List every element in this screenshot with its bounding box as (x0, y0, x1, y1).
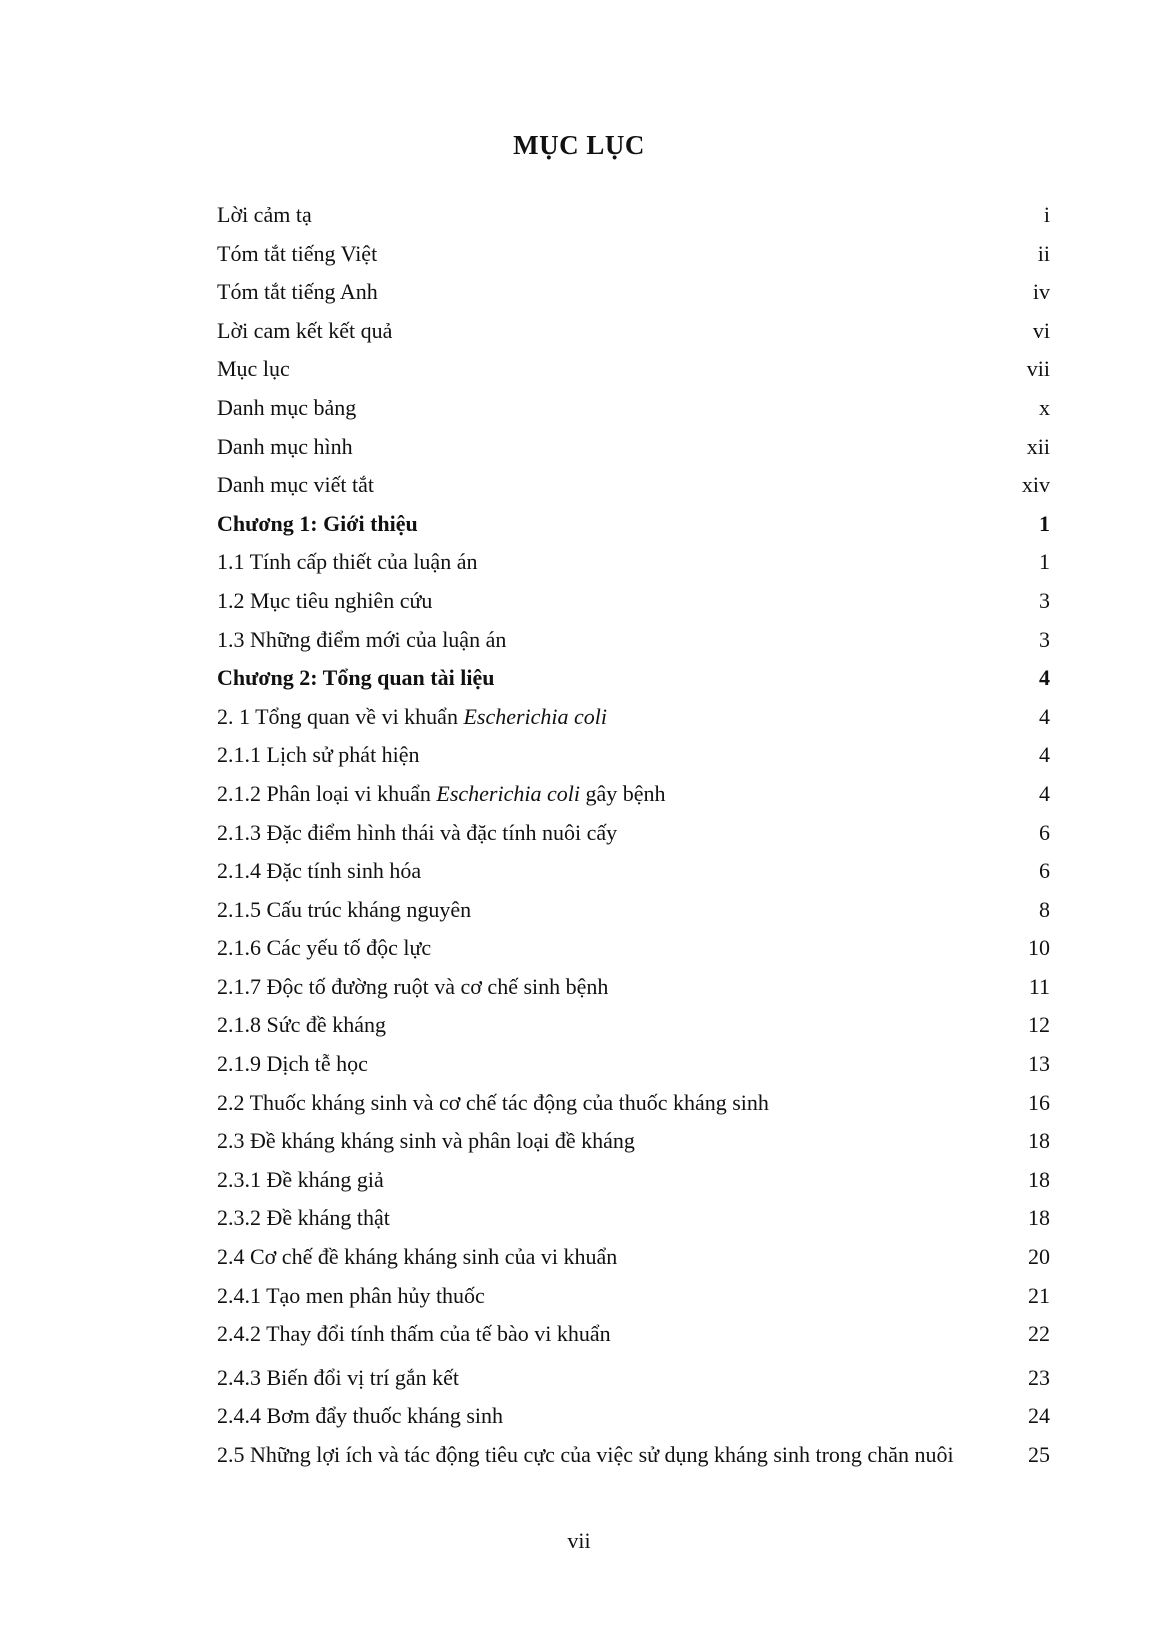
toc-entry-2-5[interactable] (217, 1442, 1050, 1481)
toc-entry-label: Danh mục hình (217, 433, 353, 459)
toc-entry-2-1-6[interactable] (217, 935, 1050, 974)
toc-entry-label: 2.1.4 Đặc tính sinh hóa (217, 858, 422, 884)
toc-chapter-2[interactable] (217, 665, 1050, 704)
toc-entry-2-1-7[interactable] (217, 974, 1050, 1013)
toc-entry-label: 2.1.8 Sức đề kháng (217, 1012, 386, 1038)
toc-entry-label: 2.1.6 Các yếu tố độc lực (217, 935, 432, 961)
toc-entry-label: Lời cảm tạ (217, 202, 312, 227)
toc-entry-page: xii (1026, 433, 1050, 459)
toc-entry-label-species: Escherichia coli (463, 703, 608, 729)
toc-entry-page: 10 (1028, 935, 1050, 961)
toc-entry-label: Lời cam kết kết quả (217, 317, 393, 343)
toc-entry-label-text: 2.1.2 Phân loại vi khuẩn (217, 780, 437, 806)
toc-entry-page: ii (1037, 240, 1050, 266)
toc-entry-page: vi (1032, 317, 1050, 343)
toc-entry-label: 2.3.2 Đề kháng thật (217, 1205, 390, 1231)
toc-entry-label: Mục lục (217, 356, 290, 382)
toc-entry-1-1[interactable] (217, 549, 1050, 588)
toc-chapter-1[interactable] (217, 511, 1050, 550)
toc-entry-label: 1.1 Tính cấp thiết của luận án (217, 549, 478, 575)
toc-entry-page: 4 (1039, 780, 1050, 806)
toc-entry-label: 2.4.3 Biến đổi vị trí gắn kết (217, 1364, 459, 1390)
toc-entry-label-text: 2. 1 Tổng quan về vi khuẩn (217, 703, 464, 729)
toc-entry-2-1-4[interactable] (217, 858, 1050, 897)
toc-entry-page: vii (1026, 356, 1050, 382)
toc-entry-page: iv (1032, 279, 1050, 305)
toc-entry-danh-muc-viet-tat[interactable] (217, 472, 1050, 511)
toc-entry-page: 24 (1028, 1403, 1050, 1429)
toc-entry-2-2[interactable] (217, 1090, 1050, 1129)
toc-entry-label: 2.3.1 Đề kháng giả (217, 1166, 384, 1192)
page-title: MỤC LỤC (513, 130, 645, 160)
toc-entry-label: 2.1.3 Đặc điểm hình thái và đặc tính nuôi cấy (217, 819, 618, 845)
toc-entry-loi-cam-ta[interactable] (217, 202, 1050, 241)
toc-entry-2-1-8[interactable] (217, 1012, 1050, 1051)
toc-entry-danh-muc-hinh[interactable] (217, 434, 1050, 473)
toc-entry-2-4-4[interactable] (217, 1403, 1050, 1442)
toc-entry-2-3[interactable] (217, 1128, 1050, 1167)
toc-entry-2-4-1[interactable] (217, 1283, 1050, 1322)
toc-entry-page: 11 (1028, 973, 1050, 999)
toc-entry-label: 2.4.2 Thay đổi tính thấm của tế bào vi khuẩn (217, 1321, 611, 1347)
toc-entry-label: 2.2 Thuốc kháng sinh và cơ chế tác động của thuốc kháng sinh (217, 1089, 769, 1115)
toc-entry-page: 12 (1028, 1012, 1050, 1038)
toc-entry-label: 2.1.9 Dịch tễ học (217, 1051, 368, 1077)
page-number-footer: vii (567, 1528, 591, 1553)
toc-entry-page: xiv (1021, 472, 1050, 498)
toc-entry-page: 23 (1028, 1364, 1050, 1390)
toc-entry-2-1[interactable] (217, 704, 1050, 743)
toc-entry-1-3[interactable] (217, 627, 1050, 666)
toc-entry-page: x (1039, 394, 1050, 420)
toc-entry-page: 16 (1028, 1089, 1050, 1115)
toc-entry-page: 18 (1028, 1128, 1050, 1154)
toc-entry-label: Danh mục bảng (217, 394, 357, 420)
toc-entry-page: 4 (1039, 703, 1050, 729)
toc-entry-label (217, 781, 665, 807)
toc-entry-label: 2.1.7 Độc tố đường ruột và cơ chế sinh bệnh (217, 973, 609, 999)
toc-entry-label: Tóm tắt tiếng Việt (217, 240, 378, 266)
toc-entry-2-1-3[interactable] (217, 820, 1050, 859)
toc-entry-page: 1 (1039, 510, 1050, 536)
toc-entry-label: 1.2 Mục tiêu nghiên cứu (217, 587, 433, 613)
table-of-contents (217, 202, 1050, 1481)
toc-entry-page: 6 (1039, 858, 1050, 884)
toc-entry-page: 3 (1039, 626, 1050, 652)
toc-entry-page: 21 (1028, 1282, 1050, 1308)
toc-entry-label: 2.5 Những lợi ích và tác động tiêu cực của việc sử dụng kháng sinh trong chăn nuôi (217, 1442, 954, 1467)
toc-entry-page: 4 (1039, 742, 1050, 768)
toc-entry-2-1-1[interactable] (217, 742, 1050, 781)
toc-entry-page: 13 (1028, 1051, 1050, 1077)
toc-entry-page: 18 (1028, 1166, 1050, 1192)
toc-entry-label-text: gây bệnh (579, 780, 666, 806)
toc-entry-page: 18 (1028, 1205, 1050, 1231)
toc-entry-2-4-3[interactable] (217, 1365, 1050, 1404)
toc-entry-page: 3 (1039, 587, 1050, 613)
toc-entry-page: 20 (1028, 1244, 1050, 1270)
toc-entry-2-4-2[interactable] (217, 1321, 1050, 1360)
toc-entry-page: i (1043, 202, 1050, 227)
toc-entry-2-3-2[interactable] (217, 1205, 1050, 1244)
toc-chapter-label: Chương 1: Giới thiệu (217, 510, 418, 536)
toc-entry-page: 4 (1039, 665, 1050, 691)
toc-entry-danh-muc-bang[interactable] (217, 395, 1050, 434)
toc-entry-label: 2.4.4 Bơm đẩy thuốc kháng sinh (217, 1403, 503, 1429)
toc-entry-2-3-1[interactable] (217, 1167, 1050, 1206)
toc-entry-label-species: Escherichia coli (436, 780, 580, 806)
toc-chapter-label: Chương 2: Tổng quan tài liệu (217, 665, 495, 691)
toc-entry-1-2[interactable] (217, 588, 1050, 627)
toc-entry-label (217, 704, 607, 730)
toc-entry-muc-luc[interactable] (217, 356, 1050, 395)
toc-entry-page: 25 (1028, 1442, 1050, 1467)
toc-entry-page: 6 (1039, 819, 1050, 845)
toc-entry-2-1-2[interactable] (217, 781, 1050, 820)
toc-entry-2-1-9[interactable] (217, 1051, 1050, 1090)
toc-entry-label: 2.1.1 Lịch sử phát hiện (217, 742, 420, 768)
toc-entry-page: 8 (1039, 896, 1050, 922)
toc-entry-label: Tóm tắt tiếng Anh (217, 279, 378, 305)
toc-entry-page: 22 (1028, 1321, 1050, 1347)
toc-entry-2-1-5[interactable] (217, 897, 1050, 936)
toc-entry-loi-cam-ket[interactable] (217, 318, 1050, 357)
toc-entry-2-4[interactable] (217, 1244, 1050, 1283)
toc-entry-label: Danh mục viết tắt (217, 472, 375, 498)
toc-entry-label: 2.4 Cơ chế đề kháng kháng sinh của vi khuẩn (217, 1244, 618, 1270)
toc-entry-tom-tat-tieng-anh[interactable] (217, 279, 1050, 318)
toc-entry-label: 2.4.1 Tạo men phân hủy thuốc (217, 1282, 485, 1308)
toc-entry-tom-tat-tieng-viet[interactable] (217, 241, 1050, 280)
toc-entry-label: 2.1.5 Cấu trúc kháng nguyên (217, 896, 472, 922)
toc-entry-label: 1.3 Những điểm mới của luận án (217, 626, 507, 652)
toc-entry-label: 2.3 Đề kháng kháng sinh và phân loại đề kháng (217, 1128, 635, 1154)
toc-entry-page: 1 (1039, 549, 1050, 575)
